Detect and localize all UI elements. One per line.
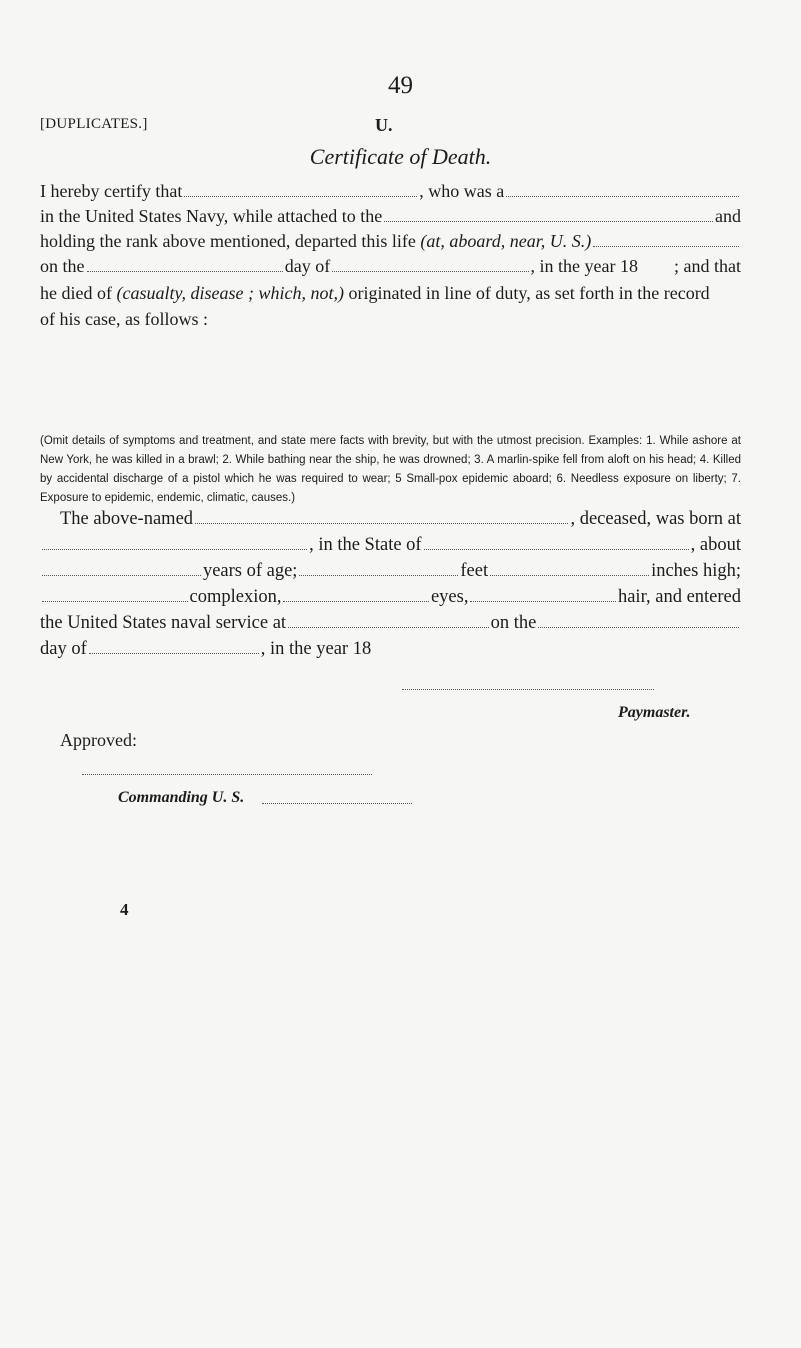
para1-line3: [40, 231, 741, 257]
para2-line4: [40, 587, 741, 613]
para1-line2: [40, 206, 741, 232]
text: years of age;: [202, 561, 298, 581]
text: day of: [40, 639, 87, 659]
blank-eyes[interactable]: [283, 587, 429, 602]
para2-line1: [40, 509, 741, 535]
text: ; and that: [674, 256, 741, 276]
blank-month[interactable]: [332, 257, 528, 272]
text: and: [715, 206, 741, 226]
blank-entered-at[interactable]: [288, 613, 489, 628]
blank-rating[interactable]: [506, 182, 739, 197]
blank-place[interactable]: [593, 232, 739, 247]
text: complexion,: [189, 587, 282, 607]
para1-line6: [40, 309, 741, 335]
page-number: 49: [388, 72, 413, 99]
para2-line5: [40, 613, 741, 639]
commanding-label: Commanding U. S.: [118, 789, 245, 806]
text: eyes,: [430, 587, 469, 607]
para1-line1: [40, 181, 741, 207]
signature-mark: 4: [120, 900, 129, 919]
blank-birthplace[interactable]: [42, 535, 307, 550]
form-letter: U.: [375, 115, 393, 135]
text: holding the rank above mentioned, departed this life: [40, 231, 416, 251]
blank-name[interactable]: [184, 182, 417, 197]
blank-inches[interactable]: [490, 561, 649, 576]
text: , about: [690, 535, 742, 555]
blank-day[interactable]: [87, 257, 283, 272]
instructions-note: (Omit details of symptoms and treatment, and state mere facts with brevity, but with the utmost precision. Examples: 1. While ashore at New York, he was killed in a brawl; 2. While bathing near the ship, he was drowned; 3. A marlin-spike fell from aloft on his head; 4. Killed by accidental discharge of a pistol which he was required to wear; 5 Small-pox epidemic aboard; 6. Needless exposure on liberty; 7. Exposure to epidemic, endemic, climatic, causes.): [40, 435, 741, 504]
text: , in the year 18: [260, 639, 372, 659]
paymaster-signature-line[interactable]: [402, 688, 654, 690]
blank-deceased-name[interactable]: [195, 509, 568, 524]
text: day of: [284, 256, 331, 276]
text: I hereby certify that: [40, 181, 183, 201]
approved-label: Approved:: [60, 730, 137, 750]
text: , deceased, was born at: [570, 509, 741, 529]
blank-entered-month[interactable]: [89, 639, 259, 654]
para1-line5: [40, 283, 741, 309]
text: , who was a: [419, 181, 505, 201]
text: originated in line of duty, as set forth in the record: [348, 283, 710, 303]
text: on the: [490, 613, 537, 633]
text: of his case, as follows :: [40, 309, 208, 329]
text: he died of: [40, 283, 112, 303]
para2-line6: [40, 639, 741, 665]
text: The above-named: [60, 509, 194, 529]
commanding-signature-line[interactable]: [82, 773, 372, 775]
text: the United States naval service at: [40, 613, 287, 633]
blank-complexion[interactable]: [42, 587, 188, 602]
text: , in the State of: [309, 535, 422, 555]
blank-hair[interactable]: [470, 587, 616, 602]
blank-age[interactable]: [42, 561, 201, 576]
text: hair, and entered: [617, 587, 742, 607]
text: (at, aboard, near, U. S.): [420, 231, 592, 251]
blank-state[interactable]: [424, 535, 689, 550]
blank-entered-day[interactable]: [538, 613, 739, 628]
duplicates-tag: [DUPLICATES.]: [40, 116, 148, 132]
text: , in the year 18: [530, 256, 639, 276]
certificate-title: Certificate of Death.: [309, 144, 492, 169]
para1-line4: [40, 256, 741, 282]
text: inches high;: [651, 561, 741, 581]
para2-line2: [40, 535, 741, 561]
text: on the: [40, 256, 85, 276]
commanding-ship-blank[interactable]: [262, 802, 412, 804]
paymaster-label: Paymaster.: [618, 704, 691, 721]
text: feet: [460, 561, 489, 581]
blank-feet[interactable]: [299, 561, 458, 576]
blank-attached-to[interactable]: [384, 207, 713, 222]
text: in the United States Navy, while attached to the: [40, 206, 383, 226]
para2-line3: [40, 561, 741, 587]
text: (casualty, disease ; which, not,): [116, 283, 344, 303]
